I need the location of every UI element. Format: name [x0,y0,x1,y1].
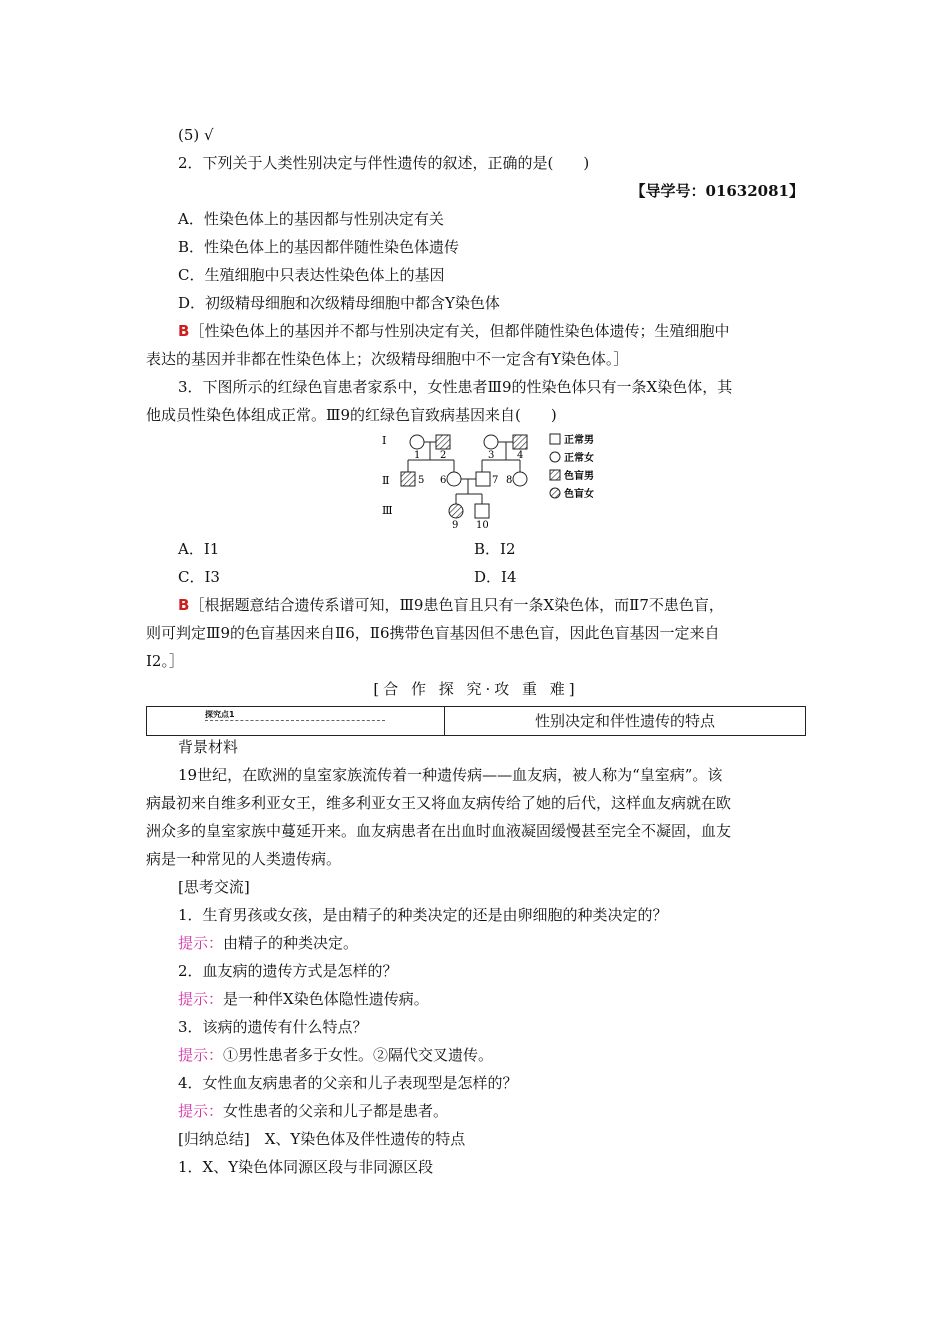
background-p1: 19世纪，在欧洲的皇室家族流传着一种遗传病——血友病，被人称为“皇室病”。该 [178,766,723,784]
think-label: [思考交流] [178,878,250,896]
q3-option-d: D．Ⅰ4 [474,568,517,586]
gen-label-3: Ⅲ [382,504,393,517]
q3-option-a: A．Ⅰ1 [178,540,220,558]
individual-2 [436,435,450,449]
q1-item5: (5) √ [178,126,214,144]
q2-explanation-cont: 表达的基因并非都在性染色体上；次级精母细胞中不一定含有Y染色体。］ [146,350,629,368]
pedigree-legend [550,433,594,500]
think-a4: 提示：女性患者的父亲和儿子都是患者。 [178,1102,449,1120]
individual-10 [475,504,489,518]
q2-explanation: B［性染色体上的基因并不都与性别决定有关，但都伴随性染色体遗传；生殖细胞中 [178,322,730,340]
summary-label: [归纳总结] X、Y染色体及伴性遗传的特点 [178,1130,466,1148]
q2-option-b: B．性染色体上的基因都伴随性染色体遗传 [178,238,460,256]
individual-6 [447,472,461,486]
tag-underline [205,720,385,721]
label-4: 4 [517,450,524,461]
label-9: 9 [452,520,459,531]
think-q3: 3．该病的遗传有什么特点？ [178,1018,368,1036]
gen-label-2: Ⅱ [382,474,390,487]
label-2: 2 [440,450,447,461]
background-p3: 洲众多的皇室家族中蔓延开来。血友病患者在出血时血液凝固缓慢甚至完全不凝固，血友 [146,822,732,840]
label-7: 7 [492,475,499,486]
legend-colorblind-male: 色盲男 [564,471,594,482]
q3-answer: B [178,596,190,614]
individual-4 [513,435,527,449]
hint-label: 提示： [178,1046,224,1064]
hint-label: 提示： [178,990,224,1008]
section-title: [合 作 探 究·攻 重 难] [373,680,579,698]
q2-option-a: A．性染色体上的基因都与性别决定有关 [178,210,444,228]
label-6: 6 [440,475,447,486]
legend-colorblind-female: 色盲女 [564,489,594,500]
individual-9 [449,504,463,518]
individual-3 [484,435,498,449]
hint-label: 提示： [178,1102,224,1120]
q2-ref: 【导学号：01632081】 [630,182,804,200]
think-q2: 2．血友病的遗传方式是怎样的？ [178,962,398,980]
hint-label: 提示： [178,934,224,952]
topic-title: 性别决定和伴性遗传的特点 [534,712,715,730]
think-q4: 4．女性血友病患者的父亲和儿子表现型是怎样的？ [178,1074,518,1092]
q3-option-b: B．Ⅰ2 [474,540,516,558]
label-5: 5 [418,475,425,486]
q3-stem-cont: 他成员性染色体组成正常。Ⅲ9的红绿色盲致病基因来自( ) [146,406,557,424]
topic-table [146,706,806,736]
think-a1: 提示：由精子的种类决定。 [178,934,359,952]
q3-stem: 3．下图所示的红绿色盲患者家系中，女性患者Ⅲ9的性染色体只有一条X染色体，其 [178,378,733,396]
legend-normal-male: 正常男 [564,435,594,446]
individual-5 [401,472,415,486]
legend-normal-female: 正常女 [564,453,594,464]
q3-explanation-end: Ⅰ2。］ [146,652,184,670]
background-label: 背景材料 [178,738,239,756]
topic-tag: 探究点1 [205,710,235,719]
think-a2: 提示：是一种伴X染色体隐性遗传病。 [178,990,429,1008]
individual-7 [476,472,490,486]
gen-label-1: Ⅰ [382,434,387,447]
pedigree-diagram [370,428,610,534]
individual-1 [410,435,424,449]
label-3: 3 [488,450,495,461]
q3-explanation-cont: 则可判定Ⅲ9的色盲基因来自Ⅱ6，Ⅱ6携带色盲基因但不患色盲，因此色盲基因一定来自 [146,624,720,642]
background-p2: 病最初来自维多利亚女王，维多利亚女王又将血友病传给了她的后代，这样血友病就在欧 [146,794,732,812]
individual-8 [513,472,527,486]
topic-tag-cell [147,707,445,735]
q2-stem: 2．下列关于人类性别决定与伴性遗传的叙述，正确的是( ) [178,154,590,172]
q3-option-c: C．Ⅰ3 [178,568,220,586]
q3-explanation: B［根据题意结合遗传系谱可知，Ⅲ9患色盲且只有一条X染色体，而Ⅱ7不患色盲， [178,596,724,614]
q2-answer: B [178,322,190,340]
label-1: 1 [414,450,421,461]
q2-option-d: D．初级精母细胞和次级精母细胞中都含Y染色体 [178,294,500,312]
background-p4: 病是一种常见的人类遗传病。 [146,850,342,868]
think-a3: 提示：①男性患者多于女性。②隔代交叉遗传。 [178,1046,494,1064]
q2-option-c: C．生殖细胞中只表达性染色体上的基因 [178,266,445,284]
label-8: 8 [506,475,513,486]
summary-item1: 1．X、Y染色体同源区段与非同源区段 [178,1158,434,1176]
think-q1: 1．生育男孩或女孩，是由精子的种类决定的还是由卵细胞的种类决定的？ [178,906,668,924]
label-10: 10 [476,520,489,531]
